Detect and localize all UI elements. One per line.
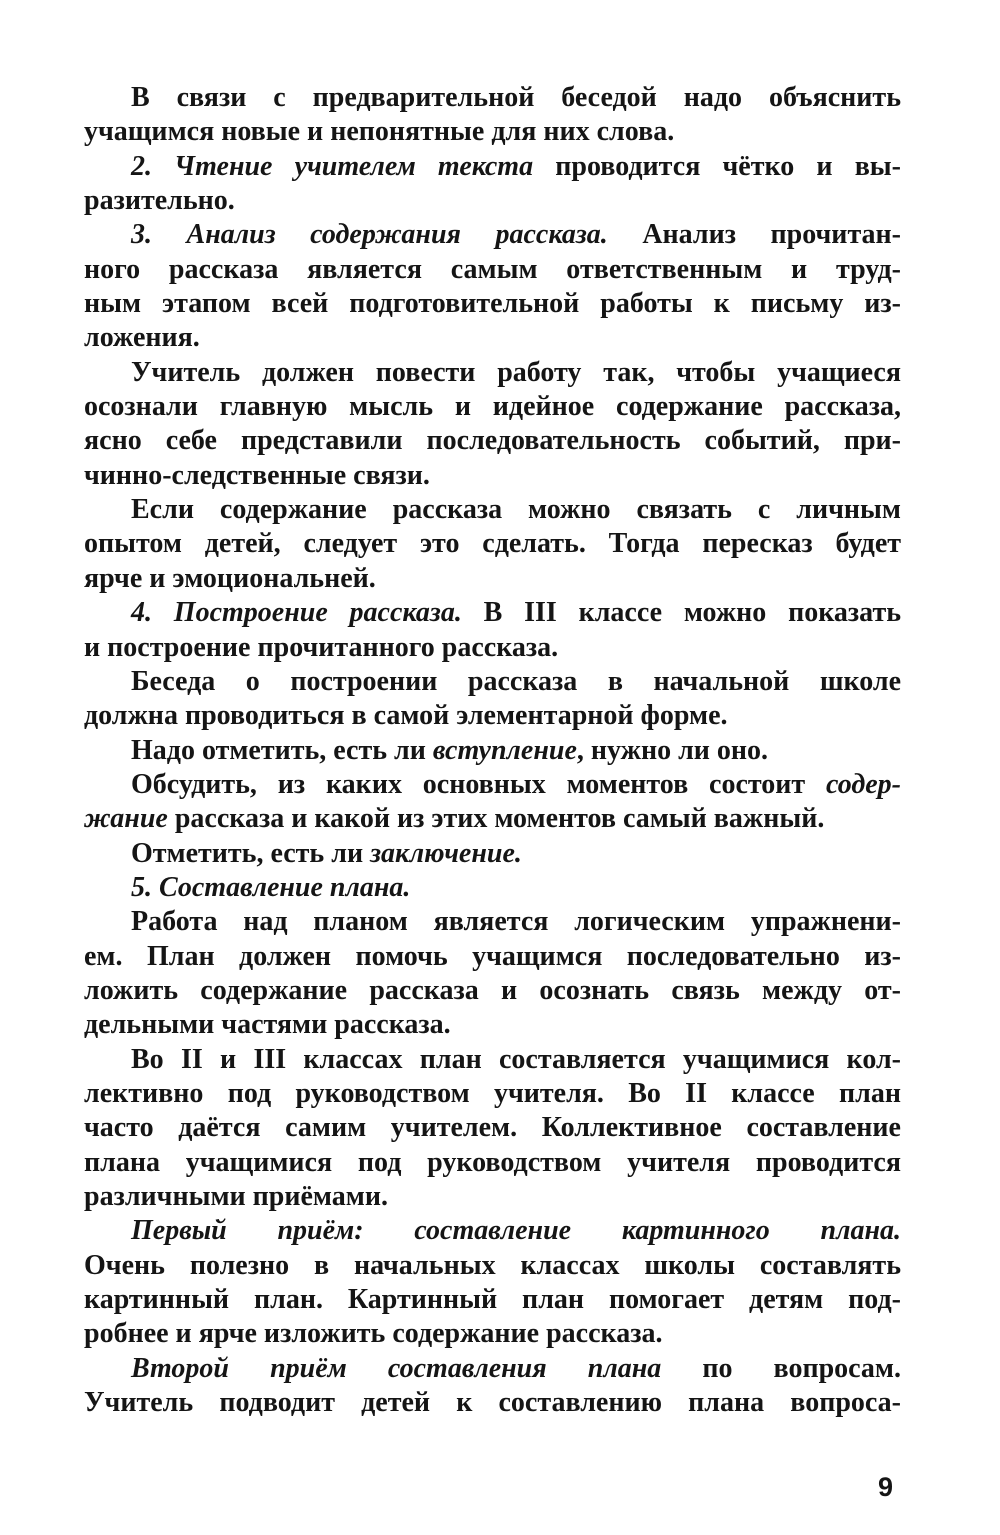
text-segment: чинно-следственные связи. — [84, 459, 430, 491]
paragraph — [84, 768, 901, 837]
text-segment: робнее и ярче изложить содержание рассказа. — [84, 1318, 663, 1350]
text-line — [84, 1008, 901, 1042]
text-segment: ного рассказа является самым ответственным и труд- — [84, 253, 901, 285]
text-line — [84, 734, 901, 768]
text-line — [84, 562, 901, 596]
text-segment: осознали главную мысль и идейное содержание рассказа, — [84, 391, 901, 423]
text-segment: Учитель должен повести работу так, чтобы учащиеся — [131, 356, 901, 388]
text-line — [84, 493, 901, 527]
paragraph — [84, 493, 901, 596]
text-line — [84, 253, 901, 287]
paragraph — [84, 150, 901, 219]
text-line — [84, 596, 901, 630]
text-line — [84, 1146, 901, 1180]
emphasized-text: Второй приём составления плана — [131, 1352, 662, 1384]
text-line — [84, 81, 901, 115]
text-line — [84, 390, 901, 424]
emphasized-text: жание — [84, 803, 168, 835]
text-line — [84, 1386, 901, 1420]
text-segment: проводится чётко и вы- — [533, 150, 901, 182]
text-segment: учащимся новые и непонятные для них слова. — [84, 116, 675, 148]
paragraph — [84, 81, 901, 150]
paragraph — [84, 871, 901, 905]
text-line — [84, 699, 901, 733]
text-segment: Надо отметить, есть ли — [131, 734, 433, 766]
emphasized-text: 5. Составление плана. — [131, 871, 411, 903]
text-line — [84, 871, 901, 905]
text-segment: опытом детей, следует это сделать. Тогда пересказ будет — [84, 528, 901, 560]
text-segment: В III классе можно показать — [461, 597, 902, 629]
paragraph — [84, 665, 901, 734]
text-segment: Обсудить, из каких основных моментов состоит — [131, 768, 826, 800]
text-segment: ложить содержание рассказа и осознать связь между от- — [84, 974, 901, 1006]
text-line — [84, 321, 901, 355]
text-segment: Беседа о построении рассказа в начальной школе — [131, 665, 901, 697]
paragraph — [84, 1352, 901, 1421]
emphasized-text: заключение. — [370, 837, 522, 869]
text-line — [84, 1214, 901, 1248]
text-segment: часто даётся самим учителем. Коллективное составление — [84, 1112, 901, 1144]
text-line — [84, 1111, 901, 1145]
text-segment: рассказа и какой из этих моментов самый важный. — [167, 803, 825, 835]
text-line — [84, 802, 901, 836]
paragraph — [84, 596, 901, 665]
paragraph — [84, 218, 901, 355]
emphasized-text: вступление — [432, 734, 577, 766]
text-segment: Анализ прочитан- — [607, 219, 901, 251]
text-line — [84, 287, 901, 321]
paragraph — [84, 1043, 901, 1215]
text-segment: по вопросам. — [661, 1352, 902, 1384]
text-line — [84, 218, 901, 252]
text-segment: ясно себе представили последовательность событий, при- — [84, 425, 901, 457]
text-segment: ярче и эмоциональней. — [84, 562, 376, 594]
text-segment: Учитель подводит детей к составлению плана вопроса- — [84, 1387, 901, 1419]
text-segment: плана учащимися под руководством учителя проводится — [84, 1146, 901, 1178]
text-line — [84, 768, 901, 802]
text-line — [84, 1249, 901, 1283]
text-segment: дельными частями рассказа. — [84, 1009, 451, 1041]
text-segment: картинный план. Картинный план помогает детям под- — [84, 1284, 901, 1316]
paragraph — [84, 734, 901, 768]
emphasized-text: 4. Построение рассказа. — [131, 597, 462, 629]
text-line — [84, 1077, 901, 1111]
text-segment: и построение прочитанного рассказа. — [84, 631, 559, 663]
text-segment: должна проводиться в самой элементарной форме. — [84, 700, 728, 732]
text-line — [84, 1283, 901, 1317]
emphasized-text: 3. Анализ содержания рассказа. — [131, 219, 608, 251]
text-line — [84, 115, 901, 149]
page-body-text — [84, 81, 901, 1420]
emphasized-text: Первый приём: составление картинного плана. — [131, 1215, 901, 1247]
text-segment: Работа над планом является логическим упражнени- — [131, 906, 901, 938]
paragraph — [84, 837, 901, 871]
paragraph — [84, 1214, 901, 1351]
text-line — [84, 424, 901, 458]
text-line — [84, 837, 901, 871]
text-line — [84, 184, 901, 218]
text-line — [84, 527, 901, 561]
text-line — [84, 150, 901, 184]
emphasized-text: содер- — [825, 768, 901, 800]
text-segment: лективно под руководством учителя. Во II классе план — [84, 1077, 901, 1109]
text-line — [84, 1180, 901, 1214]
text-line — [84, 665, 901, 699]
text-line — [84, 631, 901, 665]
text-line — [84, 1352, 901, 1386]
paragraph — [84, 905, 901, 1042]
text-segment: Если содержание рассказа можно связать с личным — [131, 494, 901, 526]
text-segment: различными приёмами. — [84, 1181, 389, 1212]
text-line — [84, 905, 901, 939]
text-segment: ложения. — [84, 322, 200, 354]
text-segment: Отметить, есть ли — [131, 837, 371, 869]
text-line — [84, 1317, 901, 1351]
text-line — [84, 1043, 901, 1077]
text-segment: , нужно ли оно. — [576, 734, 769, 766]
emphasized-text: 2. Чтение учителем текста — [131, 150, 534, 182]
text-segment: Во II и III классах план составляется учащимися кол- — [131, 1043, 901, 1075]
text-segment: Очень полезно в начальных классах школы составлять — [84, 1249, 901, 1281]
text-segment: разительно. — [84, 185, 235, 217]
text-segment: ным этапом всей подготовительной работы к письму из- — [84, 288, 901, 320]
text-segment: В связи с предварительной беседой надо объяснить — [131, 82, 901, 113]
text-line — [84, 974, 901, 1008]
paragraph — [84, 356, 901, 493]
text-line — [84, 940, 901, 974]
text-line — [84, 459, 901, 493]
page-number: 9 — [878, 1472, 894, 1502]
text-segment: ем. План должен помочь учащимся последовательно из- — [84, 940, 901, 972]
text-line — [84, 356, 901, 390]
